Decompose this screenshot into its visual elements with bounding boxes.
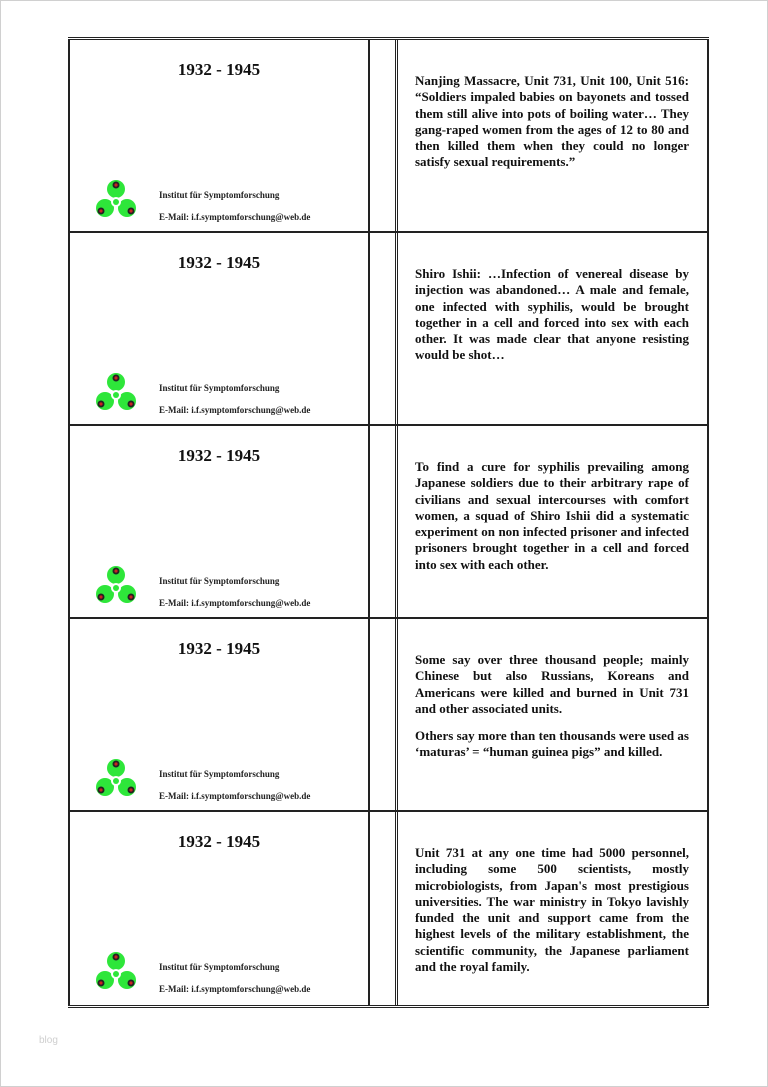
card-paragraph: Shiro Ishii: …Infection of venereal disease by injection was abandoned… A male and female, one infected with syphilis, would be brought together in a cell and forced into sex with each other. It was made clear that anyone resisting would be shot… bbox=[415, 266, 689, 363]
card-paragraph: Some say over three thousand people; mainly Chinese but also Russians, Koreans and Americans were killed and burned in Unit 731 and other associated units. bbox=[415, 652, 689, 716]
watermark-text: blog bbox=[39, 1035, 58, 1046]
card-paragraph: Unit 731 at any one time had 5000 personnel, including some 500 scientists, mostly microbiologists, from Japan's most prestigious universities. The war ministry in Tokyo lavishly funded the unit and support came from the highest levels of the military establishment, the scientific community, the Japanese parliament and the royal family. bbox=[415, 845, 689, 975]
biohazard-logo-icon bbox=[92, 946, 140, 996]
card-label-cell bbox=[68, 619, 370, 810]
card-label-cell bbox=[68, 812, 370, 1005]
institute-name: Institut für Symptomforschung bbox=[159, 769, 280, 779]
institute-email: E-Mail: i.f.symptomforschung@web.de bbox=[159, 598, 311, 608]
biohazard-logo-icon bbox=[92, 753, 140, 803]
card-fold-gutter bbox=[370, 426, 398, 617]
card-paragraph: Nanjing Massacre, Unit 731, Unit 100, Unit 516: “Soldiers impaled babies on bayonets and tossed them still alive into pots of boiling water… They gang-raped women from the ages of 12 to 80 and then killed them when they could no longer satisfy sexual requirements.” bbox=[415, 73, 689, 170]
institute-name: Institut für Symptomforschung bbox=[159, 962, 280, 972]
card-fold-gutter bbox=[370, 619, 398, 810]
card-fold-gutter bbox=[370, 233, 398, 424]
biohazard-logo-icon bbox=[92, 560, 140, 610]
card-text-cell bbox=[398, 40, 709, 231]
card-label-cell bbox=[68, 233, 370, 424]
card bbox=[68, 40, 709, 233]
institute-name: Institut für Symptomforschung bbox=[159, 383, 280, 393]
card bbox=[68, 426, 709, 619]
institute-email: E-Mail: i.f.symptomforschung@web.de bbox=[159, 405, 311, 415]
card-years: 1932 - 1945 bbox=[177, 639, 261, 658]
biohazard-logo-icon bbox=[92, 174, 140, 224]
institute-name: Institut für Symptomforschung bbox=[159, 576, 280, 586]
card bbox=[68, 233, 709, 426]
card-paragraph: Others say more than ten thousands were used as ‘maturas’ = “human guinea pigs” and killed. bbox=[415, 728, 689, 760]
card-years: 1932 - 1945 bbox=[177, 832, 261, 851]
institute-email: E-Mail: i.f.symptomforschung@web.de bbox=[159, 212, 311, 222]
institute-email: E-Mail: i.f.symptomforschung@web.de bbox=[159, 984, 311, 994]
card-sheet bbox=[68, 37, 709, 1008]
card-text-cell bbox=[398, 619, 709, 810]
institute-name: Institut für Symptomforschung bbox=[159, 190, 280, 200]
card-fold-gutter bbox=[370, 812, 398, 1005]
card-years: 1932 - 1945 bbox=[177, 446, 261, 465]
biohazard-logo-icon bbox=[92, 367, 140, 417]
card-text-cell bbox=[398, 426, 709, 617]
card-label-cell bbox=[68, 426, 370, 617]
card-label-cell bbox=[68, 40, 370, 231]
card-text-cell bbox=[398, 812, 709, 1005]
card-text-cell bbox=[398, 233, 709, 424]
card-paragraph: To find a cure for syphilis prevailing among Japanese soldiers due to their arbitrary rape of civilians and sexual intercourses with comfort women, a squad of Shiro Ishii did a systematic experiment on non infected prisoner and infected prisoners brought together in a cell and forced into sex with each other. bbox=[415, 459, 689, 572]
card bbox=[68, 619, 709, 812]
card bbox=[68, 812, 709, 1005]
institute-email: E-Mail: i.f.symptomforschung@web.de bbox=[159, 791, 311, 801]
card-fold-gutter bbox=[370, 40, 398, 231]
card-years: 1932 - 1945 bbox=[177, 60, 261, 79]
card-years: 1932 - 1945 bbox=[177, 253, 261, 272]
